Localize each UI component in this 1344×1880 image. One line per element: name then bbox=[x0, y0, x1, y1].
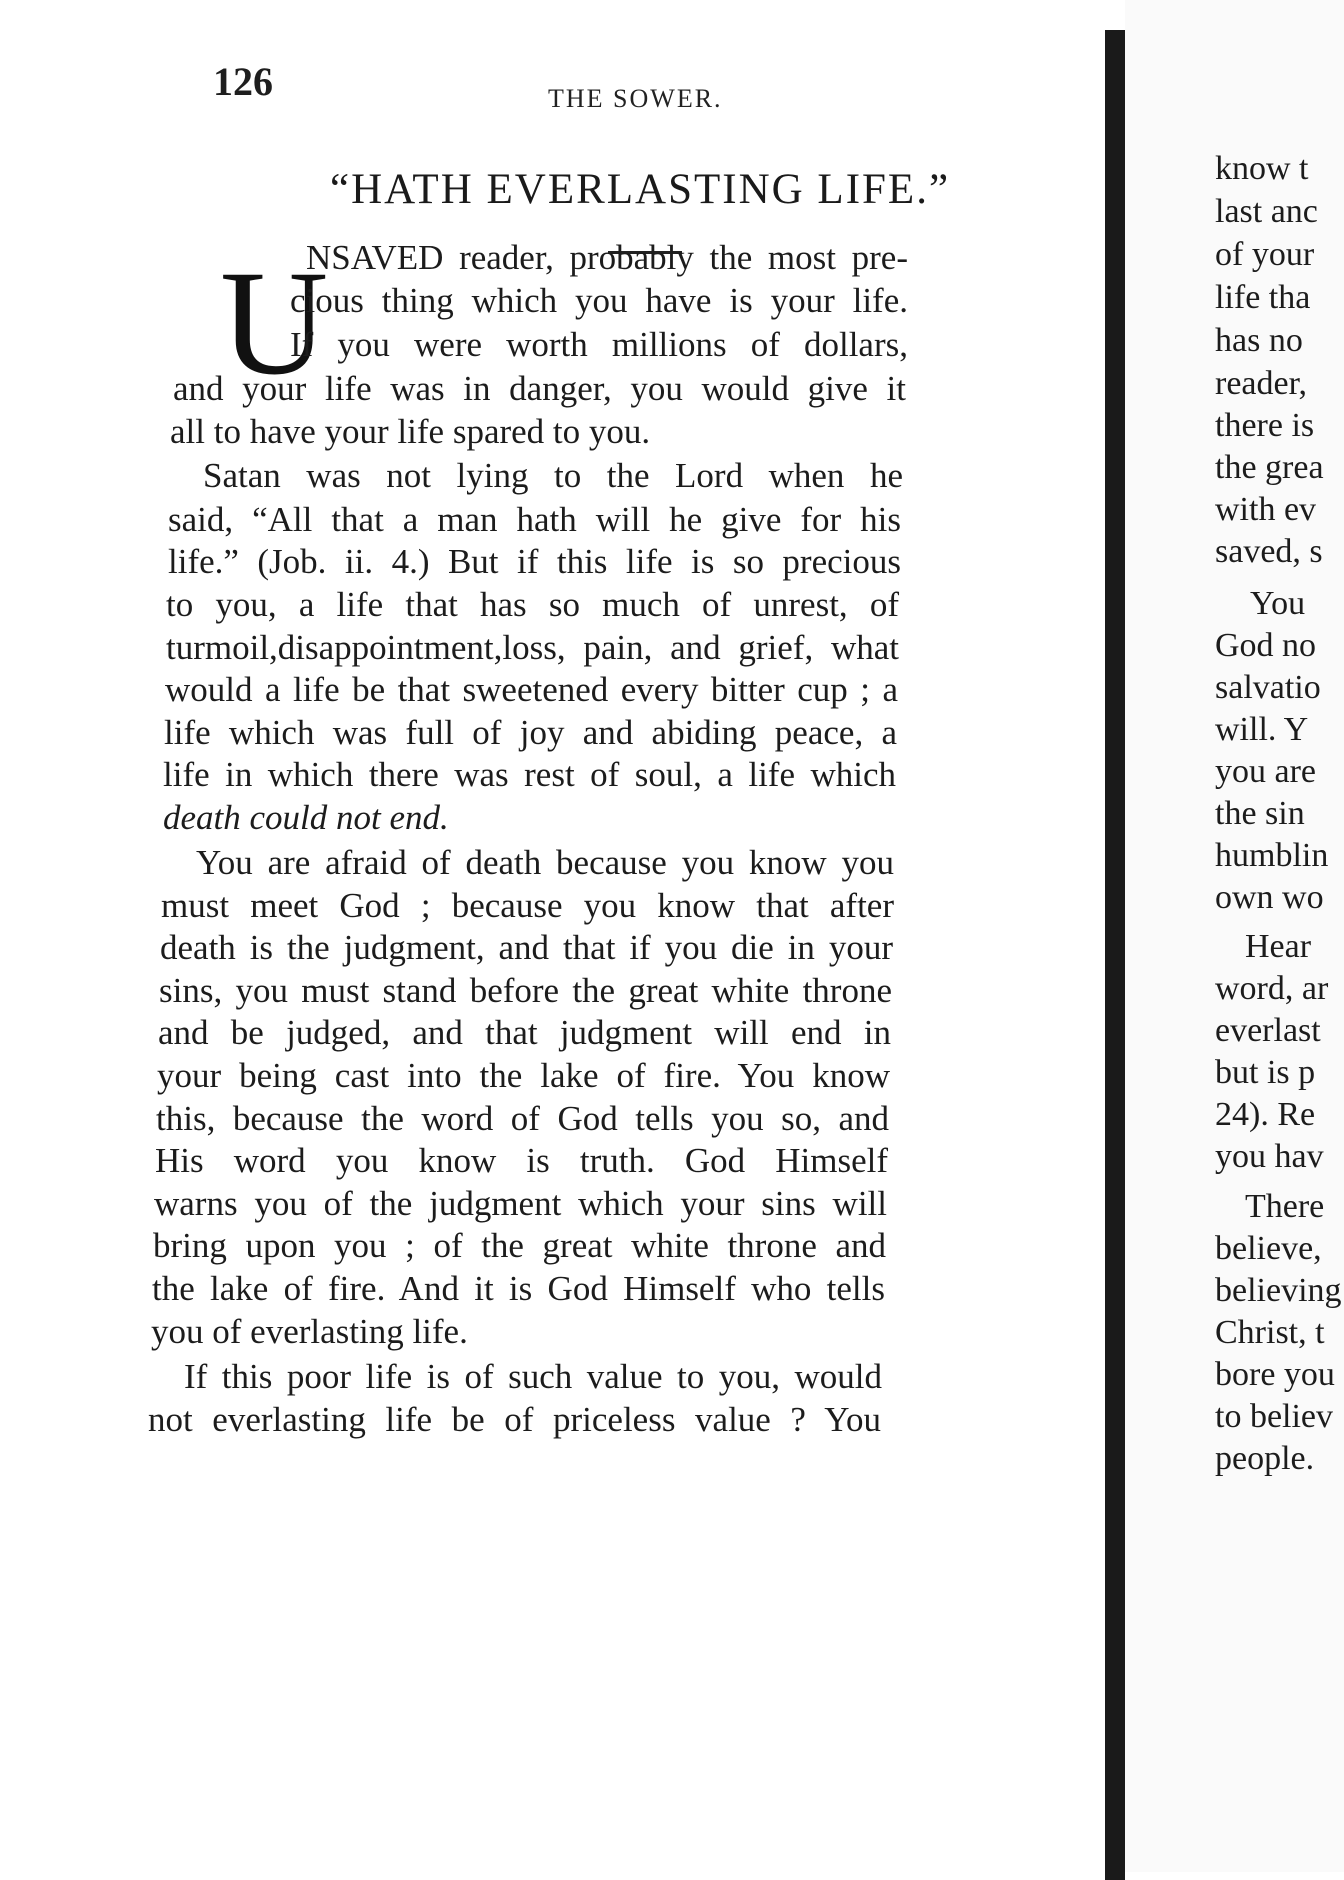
body-line: with ev bbox=[1215, 491, 1317, 528]
body-line: salvatio bbox=[1215, 669, 1321, 706]
body-line: If you were worth millions of dollars, bbox=[290, 325, 908, 364]
page-number: 126 bbox=[213, 59, 273, 104]
body-line: death is the judgment, and that if you die in your bbox=[160, 928, 893, 967]
body-line: but is p bbox=[1215, 1054, 1316, 1091]
body-line: the sin bbox=[1215, 795, 1305, 832]
body-line: NSAVED reader, probably the most pre- bbox=[306, 238, 908, 277]
body-line: you hav bbox=[1215, 1138, 1324, 1175]
article-title: “HATH EVERLASTING LIFE.” bbox=[330, 166, 951, 213]
body-line: saved, s bbox=[1215, 533, 1323, 570]
body-line: bring upon you ; of the great white throne and bbox=[153, 1226, 886, 1265]
body-line: believe, bbox=[1215, 1230, 1322, 1267]
body-line: and your life was in danger, you would give it bbox=[173, 369, 906, 408]
body-line: warns you of the judgment which your sins will bbox=[154, 1184, 887, 1223]
body-line: turmoil,disappointment,loss, pain, and grief, what bbox=[166, 628, 899, 667]
body-line: death could not end. bbox=[163, 798, 449, 837]
drop-cap: U bbox=[220, 240, 329, 406]
body-line: You bbox=[1250, 585, 1306, 622]
body-line: life in which there was rest of soul, a life which bbox=[163, 755, 896, 794]
body-line: would a life be that sweetened every bitter cup ; a bbox=[165, 670, 898, 709]
body-line: humblin bbox=[1215, 837, 1329, 874]
body-line: own wo bbox=[1215, 879, 1324, 916]
body-line: has no bbox=[1215, 322, 1303, 359]
body-line: of your bbox=[1215, 236, 1315, 273]
running-head: THE SOWER. bbox=[548, 84, 723, 113]
body-line: reader, bbox=[1215, 365, 1308, 402]
body-line: cious thing which you have is your life. bbox=[290, 281, 908, 320]
body-line: God no bbox=[1215, 627, 1317, 664]
body-line: last anc bbox=[1215, 193, 1318, 230]
right-page bbox=[1125, 0, 1344, 1872]
body-line: not everlasting life be of priceless value ? You bbox=[148, 1400, 881, 1439]
body-line: this, because the word of God tells you so, and bbox=[156, 1099, 889, 1138]
body-line: 24). Re bbox=[1215, 1096, 1316, 1133]
body-line: sins, you must stand before the great white throne bbox=[159, 971, 892, 1010]
body-line: His word you know is truth. God Himself bbox=[155, 1141, 888, 1180]
body-line: must meet God ; because you know that after bbox=[161, 886, 894, 925]
body-line: life which was full of joy and abiding peace, a bbox=[164, 713, 897, 752]
body-line: If this poor life is of such value to you, would bbox=[184, 1357, 882, 1396]
body-line: Christ, t bbox=[1215, 1314, 1325, 1351]
body-line: all to have your life spared to you. bbox=[170, 412, 651, 451]
body-line: said, “All that a man hath will he give for his bbox=[168, 500, 901, 539]
body-line: people. bbox=[1215, 1440, 1315, 1477]
body-line: everlast bbox=[1215, 1012, 1321, 1049]
body-line: believing bbox=[1215, 1272, 1342, 1309]
body-line: There bbox=[1245, 1188, 1325, 1225]
body-line: life tha bbox=[1215, 279, 1311, 316]
body-line: the grea bbox=[1215, 449, 1324, 486]
body-line: life.” (Job. ii. 4.) But if this life is so precious bbox=[168, 542, 901, 581]
body-line: you are bbox=[1215, 753, 1317, 790]
body-line: and be judged, and that judgment will end in bbox=[158, 1013, 891, 1052]
body-line: Hear bbox=[1245, 928, 1312, 965]
body-line: You are afraid of death because you know you bbox=[196, 843, 894, 882]
body-line: you of everlasting life. bbox=[151, 1312, 468, 1351]
body-line: to you, a life that has so much of unrest, of bbox=[166, 585, 899, 624]
book-gutter bbox=[1105, 30, 1125, 1880]
body-line: know t bbox=[1215, 150, 1309, 187]
body-line: Satan was not lying to the Lord when he bbox=[203, 456, 903, 495]
body-line: word, ar bbox=[1215, 970, 1329, 1007]
body-line: your being cast into the lake of fire. You know bbox=[157, 1056, 890, 1095]
body-line: will. Y bbox=[1215, 711, 1309, 748]
body-line: to believ bbox=[1215, 1398, 1334, 1435]
body-line: the lake of fire. And it is God Himself who tells bbox=[152, 1269, 885, 1308]
body-line: bore you bbox=[1215, 1356, 1335, 1393]
body-line: there is bbox=[1215, 407, 1315, 444]
